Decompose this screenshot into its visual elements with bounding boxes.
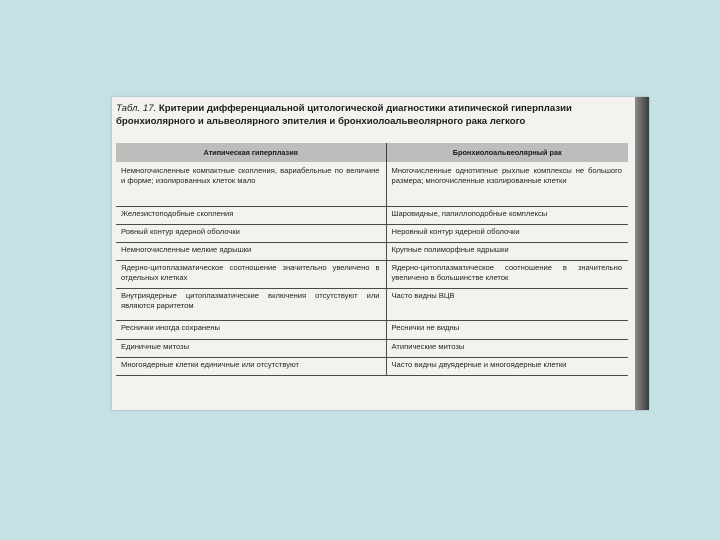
table-cell: Атипические митозы	[386, 340, 628, 358]
table-row	[116, 261, 628, 289]
table-cell: Внутриядерные цитоплазматические включения отсутствуют или являются раритетом	[116, 289, 386, 321]
page-edge-shadow	[635, 97, 649, 410]
table-cell: Многоядерные клетки единичные или отсутствуют	[116, 358, 386, 376]
table-row	[116, 243, 628, 261]
table-cell: Немногочисленные мелкие ядрышки	[116, 243, 386, 261]
document-page	[112, 97, 649, 410]
table-cell: Часто видны ВЦВ	[386, 289, 628, 321]
table-row	[116, 225, 628, 243]
table-cell: Железистоподобные скопления	[116, 207, 386, 225]
table-row	[116, 207, 628, 225]
table-cell: Реснички не видны	[386, 321, 628, 340]
table-cell: Реснички иногда сохранены	[116, 321, 386, 340]
table-cell: Ядерно-цитоплазматическое соотношение в значительно увеличено в большинстве клеток	[386, 261, 628, 289]
criteria-table	[116, 143, 628, 376]
table-title: Критерии дифференциальной цитологической диагностики атипической гиперплазии бронхиолярного и альвеолярного эпителия и бронхиолоальвеолярного рака легкого	[116, 103, 572, 127]
table-cell: Шаровидные, папиллоподобные комплексы	[386, 207, 628, 225]
table-row	[116, 340, 628, 358]
table-caption	[116, 103, 632, 128]
header-bronchioloalveolar-cancer: Бронхиолоальвеолярный рак	[386, 143, 628, 162]
table-cell: Крупные полиморфные ядрышки	[386, 243, 628, 261]
table-cell: Единичные митозы	[116, 340, 386, 358]
header-atypical-hyperplasia: Атипическая гиперплазия	[116, 143, 386, 162]
table-cell: Многочисленные однотипные рыхлые комплексы не большого размера; многочисленные изолированные клетки	[386, 162, 628, 207]
table-row	[116, 289, 628, 321]
table-cell: Часто видны двуядерные и многоядерные клетки	[386, 358, 628, 376]
table-number: Табл. 17.	[116, 103, 157, 114]
table-cell: Ровный контур ядерной оболочки	[116, 225, 386, 243]
table-row	[116, 162, 628, 207]
table-row	[116, 358, 628, 376]
table-row	[116, 321, 628, 340]
table-header-row	[116, 143, 628, 162]
table-cell: Ядерно-цитоплазматическое соотношение значительно увеличено в отдельных клетках	[116, 261, 386, 289]
table-cell: Немногочисленные компактные скопления, вариабельные по величине и форме; изолированных клеток мало	[116, 162, 386, 207]
table-cell: Неровный контур ядерной оболочки	[386, 225, 628, 243]
